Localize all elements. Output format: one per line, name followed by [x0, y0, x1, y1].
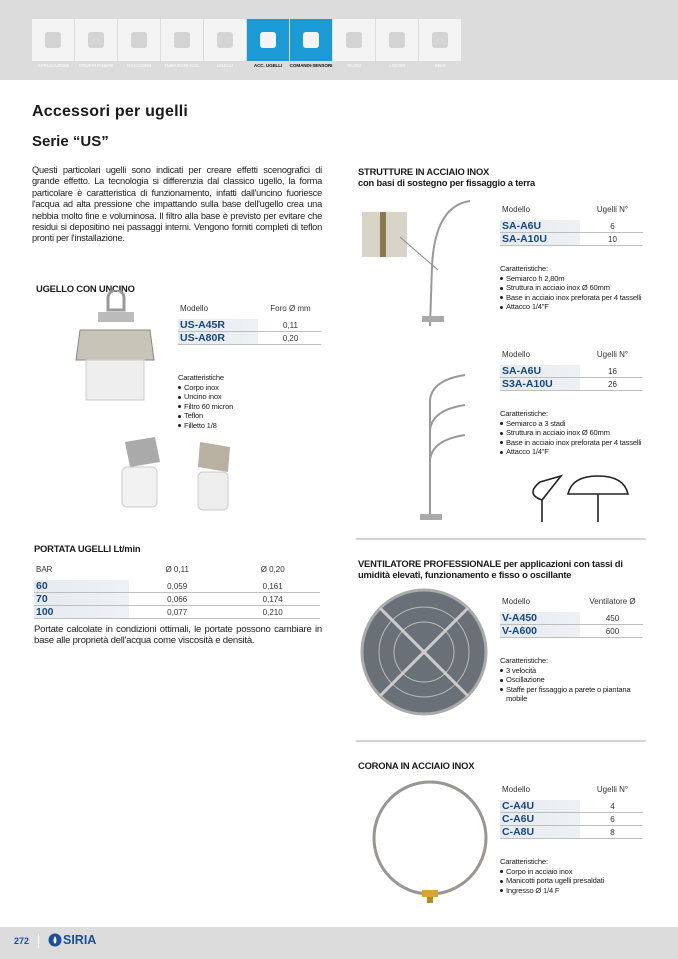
corona-spec-table	[500, 778, 645, 895]
col-model: Modello	[502, 596, 531, 606]
uncino-spec-table	[178, 297, 323, 431]
footer-band	[0, 927, 678, 959]
table-row	[500, 378, 643, 391]
model-value: 16	[580, 365, 643, 378]
arc-diagrams	[520, 472, 630, 524]
nav-tab-label: TUBAZIONI ACC.	[164, 63, 200, 68]
fan-image	[360, 588, 490, 718]
category-nav	[32, 19, 461, 73]
feature-item: Attacco 1/4"F	[500, 447, 645, 457]
nav-tab-acc-ugelli[interactable]	[247, 19, 289, 73]
nav-tab-label: ACC. UGELLI	[253, 63, 283, 68]
page-title: Accessori per ugelli	[32, 103, 189, 120]
table-row	[178, 332, 321, 345]
filter-icon	[333, 19, 375, 61]
portata-row: 100 0,077 0,210	[34, 606, 320, 619]
nav-tab-comandi-sensori[interactable]	[290, 19, 332, 73]
water-drop-logo-icon	[48, 933, 62, 947]
tube-coil-icon	[161, 19, 203, 61]
col-value: Ventilatore Ø	[589, 596, 636, 606]
strutture-heading: STRUTTURE IN ACCIAIO INOX	[358, 166, 490, 177]
model-code: C-A4U	[500, 800, 580, 813]
feature-item: Base in acciaio inox preforata per 4 tasselli	[500, 438, 645, 448]
col-value: Ugelli N°	[596, 204, 629, 214]
features-title: Caratteristiche	[178, 373, 224, 382]
table-row	[500, 826, 643, 839]
col-model: Modello	[180, 303, 209, 313]
model-code: US-A80R	[178, 332, 258, 345]
table-row	[500, 365, 643, 378]
col-model: Modello	[502, 349, 531, 359]
pump-unit-icon	[75, 19, 117, 61]
nav-tab-ugelli[interactable]	[204, 19, 246, 73]
features	[500, 857, 645, 895]
siria-logo: SIRIA	[48, 933, 96, 947]
model-code: SA-A10U	[500, 233, 580, 246]
divider	[356, 538, 646, 540]
model-code: V-A450	[500, 612, 580, 625]
features	[178, 373, 323, 431]
divider	[356, 740, 646, 742]
feature-item: Attacco 1/4"F	[500, 302, 645, 312]
model-value: 600	[580, 625, 643, 638]
model-code: C-A8U	[500, 826, 580, 839]
table-row	[500, 800, 643, 813]
page-number: 272	[14, 936, 30, 946]
nav-tab-applicazioni[interactable]	[32, 19, 74, 73]
nav-tab-label: FILTRI	[347, 63, 361, 68]
feature-item: Semiarco h 2,80m	[500, 274, 645, 284]
table-row	[500, 813, 643, 826]
feature-item: Staffe per fissaggio a parete o piantana mobile	[500, 685, 645, 704]
features-title: Caratteristiche:	[500, 409, 548, 418]
portata-row: 60 0,059 0,161	[34, 580, 320, 593]
nav-tab-label: COMANDI-SENSORI	[289, 63, 333, 68]
col-value: Foro Ø mm	[270, 303, 311, 313]
feature-item: 3 velocità	[500, 666, 645, 676]
feature-item: Filtro 60 micron	[178, 402, 323, 412]
col-model: Modello	[502, 204, 531, 214]
col-value: Ugelli N°	[596, 349, 629, 359]
model-code: US-A45R	[178, 319, 258, 332]
nav-tab-label: GRUPPI POMPE	[78, 63, 114, 68]
model-value: 8	[580, 826, 643, 839]
nav-tab-label: LIQUIDI	[388, 63, 406, 68]
feature-item: Corpo in acciaio inox	[500, 867, 645, 877]
table-row	[500, 612, 643, 625]
nozzle-accessory-icon	[247, 19, 289, 61]
bottle-icon	[376, 19, 418, 61]
feature-item: Ingresso Ø 1/4 F	[500, 886, 645, 896]
features	[500, 409, 645, 457]
portata-col-020: Ø 0,20	[260, 564, 285, 574]
spray-dots-icon	[32, 19, 74, 61]
hook-nozzle-image	[70, 290, 160, 405]
portata-table	[34, 558, 320, 619]
model-code: SA-A6U	[500, 365, 580, 378]
triple-arc-structure-image	[410, 370, 480, 525]
features-title: Caratteristiche:	[500, 857, 548, 866]
table-row	[500, 625, 643, 638]
model-value: 6	[580, 220, 643, 233]
col-value: Ugelli N°	[596, 784, 629, 794]
feature-item: Teflon	[178, 411, 323, 421]
strutture-a-spec-table	[500, 198, 645, 312]
nav-tab-filtri[interactable]	[333, 19, 375, 73]
feature-item: Semiarco a 3 stadi	[500, 419, 645, 429]
nav-tab-tubazioni-acc[interactable]	[161, 19, 203, 73]
nav-tab-raccordi[interactable]	[118, 19, 160, 73]
features	[500, 264, 645, 312]
feature-item: Struttura in acciaio inox Ø 60mm	[500, 428, 645, 438]
ring-image	[370, 775, 490, 915]
single-arc-structure-image	[360, 196, 495, 326]
model-code: C-A6U	[500, 813, 580, 826]
feature-item: Filletto 1/8	[178, 421, 323, 431]
model-value: 10	[580, 233, 643, 246]
model-value: 0,20	[258, 332, 321, 345]
page-subtitle: Serie “US”	[32, 133, 109, 150]
ventilatore-heading: VENTILATORE PROFESSIONALE per applicazioni con tassi di umidità elevati, funzionamento e fisso o oscillante	[358, 558, 623, 580]
model-value: 4	[580, 800, 643, 813]
portata-col-bar: BAR	[36, 564, 53, 574]
features-title: Caratteristiche:	[500, 264, 548, 273]
feature-item: Uncino inox	[178, 392, 323, 402]
features	[500, 656, 645, 704]
air-wave-icon	[419, 19, 461, 61]
table-row	[500, 233, 643, 246]
feature-item: Struttura in acciaio inox Ø 60mm	[500, 283, 645, 293]
nav-tab-aria[interactable]	[419, 19, 461, 73]
feature-item: Oscillazione	[500, 675, 645, 685]
model-code: V-A600	[500, 625, 580, 638]
nav-tab-label: RACCORDI	[127, 63, 151, 68]
features-title: Caratteristiche:	[500, 656, 548, 665]
strutture-subheading: con basi di sostegno per fissaggio a terra	[358, 177, 536, 188]
model-code: S3A-A10U	[500, 378, 580, 391]
portata-col-011: Ø 0,11	[165, 564, 189, 574]
table-row	[500, 220, 643, 233]
model-value: 450	[580, 612, 643, 625]
nav-tab-liquidi[interactable]	[376, 19, 418, 73]
control-panel-icon	[290, 19, 332, 61]
nav-tab-label: ARIA	[434, 63, 446, 68]
feature-item: Manicotti porta ugelli presaldati	[500, 876, 645, 886]
fitting-icon	[118, 19, 160, 61]
feature-item: Corpo inox	[178, 383, 323, 393]
uncino-heading: UGELLO CON UNCINO	[36, 283, 135, 294]
portata-row: 70 0,066 0,174	[34, 593, 320, 606]
nozzle-icon	[204, 19, 246, 61]
model-value: 26	[580, 378, 643, 391]
model-value: 6	[580, 813, 643, 826]
portata-note: Portate calcolate in condizioni ottimali, le portate possono cambiare in base alle proprietà dell'acqua come viscosità e densità.	[34, 624, 322, 647]
nav-tab-label: APPLICAZIONI	[37, 63, 69, 68]
table-row	[178, 319, 321, 332]
model-code: SA-A6U	[500, 220, 580, 233]
ventilatore-spec-table	[500, 590, 645, 704]
nav-tab-label: UGELLI	[216, 63, 234, 68]
corona-heading: CORONA IN ACCIAIO INOX	[358, 760, 475, 771]
strutture-b-spec-table	[500, 343, 645, 457]
col-model: Modello	[502, 784, 531, 794]
portata-heading: PORTATA UGELLI Lt/min	[34, 543, 141, 554]
footer-divider	[38, 934, 39, 948]
hook-nozzle-photos	[110, 432, 250, 522]
feature-item: Base in acciaio inox preforata per 4 tasselli	[500, 293, 645, 303]
model-value: 0,11	[258, 319, 321, 332]
nav-tab-gruppi-pompe[interactable]	[75, 19, 117, 73]
intro-text: Questi particolari ugelli sono indicati per creare effetti scenografici di grande effetto. La tecnologia si differenzia dal classico ugello, la forma particolare è caratteristica di funzionamento, infatti dall'uncino fuoriesce l'acqua ad alta pressione che impattando sulla base dell'ugello crea una nebbia molto fine e voluminosa. Il filtro alla base è previsto per evitare che residui si depositino nei passaggi interni. Vengono forniti completi di teflon pronti per l'installazione.	[32, 165, 322, 244]
